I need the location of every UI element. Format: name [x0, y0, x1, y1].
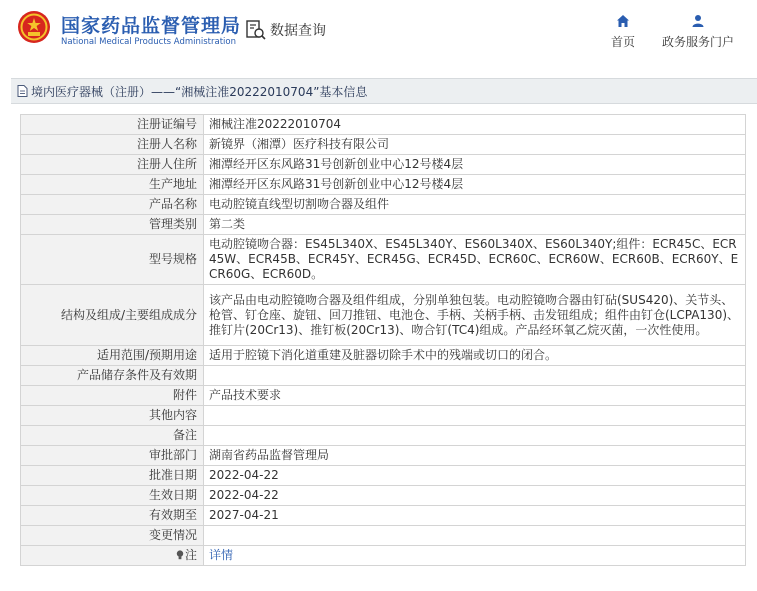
field-value: 2027-04-21: [204, 506, 746, 526]
details-link[interactable]: 详情: [209, 548, 234, 562]
table-row: [21, 115, 746, 135]
breadcrumb: [11, 78, 757, 104]
field-label: 注册人名称: [21, 135, 204, 155]
field-label: 注册证编号: [21, 115, 204, 135]
table-row-note: [21, 546, 746, 566]
field-value: 电动腔镜直线型切割吻合器及组件: [204, 195, 746, 215]
table-row: [21, 426, 746, 446]
table-row: [21, 215, 746, 235]
field-label: 型号规格: [21, 235, 204, 285]
field-label: 批准日期: [21, 466, 204, 486]
field-value: 湘械注准20222010704: [204, 115, 746, 135]
table-row: [21, 486, 746, 506]
field-value: [204, 366, 746, 386]
agency-name-en[interactable]: National Medical Products Administration: [61, 37, 236, 47]
field-label: 备注: [21, 426, 204, 446]
table-row: [21, 346, 746, 366]
field-value: 湘潭经开区东风路31号创新创业中心12号楼4层: [204, 175, 746, 195]
table-row: [21, 175, 746, 195]
table-row: [21, 406, 746, 426]
field-value: [204, 426, 746, 446]
breadcrumb-text: 境内医疗器械（注册）——“湘械注准20222010704”基本信息: [31, 84, 368, 99]
table-row: [21, 285, 746, 346]
field-label: 生效日期: [21, 486, 204, 506]
nav-home[interactable]: [602, 14, 644, 50]
nav-home-label: 首页: [610, 35, 635, 49]
field-value: 产品技术要求: [204, 386, 746, 406]
data-query-link[interactable]: [245, 19, 326, 41]
field-value: 电动腔镜吻合器：ES45L340X、ES45L340Y、ES60L340X、ES60L340Y;组件：ECR45C、ECR45W、ECR45B、ECR45Y、ECR45G、ECR45D、ECR60C、ECR60W、ECR60B、ECR60Y、ECR60G、ECR60D。: [204, 235, 746, 285]
table-row: [21, 135, 746, 155]
field-label-note: [21, 546, 204, 566]
table-row: [21, 446, 746, 466]
note-label: 注: [184, 548, 197, 562]
field-label: 注册人住所: [21, 155, 204, 175]
field-value: 2022-04-22: [204, 486, 746, 506]
field-value: 适用于腔镜下消化道重建及脏器切除手术中的残端或切口的闭合。: [204, 346, 746, 366]
agency-name-cn[interactable]: 国家药品监督管理局: [61, 15, 242, 37]
table-row: [21, 155, 746, 175]
field-value: 湘潭经开区东风路31号创新创业中心12号楼4层: [204, 155, 746, 175]
field-label: 有效期至: [21, 506, 204, 526]
field-label: 产品储存条件及有效期: [21, 366, 204, 386]
field-label: 生产地址: [21, 175, 204, 195]
field-label: 审批部门: [21, 446, 204, 466]
document-icon: [17, 85, 28, 97]
field-label: 其他内容: [21, 406, 204, 426]
field-label: 变更情况: [21, 526, 204, 546]
field-label: 适用范围/预期用途: [21, 346, 204, 366]
table-row: [21, 195, 746, 215]
field-label: 产品名称: [21, 195, 204, 215]
field-label: 管理类别: [21, 215, 204, 235]
user-icon: [691, 14, 705, 28]
table-row: [21, 526, 746, 546]
home-icon: [616, 14, 630, 28]
field-value-note: [204, 546, 746, 566]
field-label: 附件: [21, 386, 204, 406]
field-value: [204, 526, 746, 546]
field-value: 2022-04-22: [204, 466, 746, 486]
registration-detail-table: [20, 114, 746, 566]
table-row: [21, 466, 746, 486]
lightbulb-icon: [176, 550, 184, 560]
field-value: [204, 406, 746, 426]
document-search-icon: [245, 19, 267, 41]
field-value: 湖南省药品监督管理局: [204, 446, 746, 466]
table-row: [21, 386, 746, 406]
nav-service-portal[interactable]: [652, 14, 744, 50]
field-value: 该产品由电动腔镜吻合器及组件组成，分别单独包装。电动腔镜吻合器由钉砧(SUS420)、关节头、枪管、钉仓座、旋钮、回刀推钮、电池仓、手柄、关柄手柄、击发钮组成；组件由钉仓(LCPA130)、推钉片(20Cr13)、推钉板(20Cr13)、吻合钉(TC4)组成。产品经环氧乙烷灭菌，一次性使用。: [204, 285, 746, 346]
data-query-label: 数据查询: [270, 23, 326, 39]
national-emblem-icon: [17, 10, 51, 44]
table-row: [21, 366, 746, 386]
nav-service-portal-label: 政务服务门户: [661, 35, 734, 49]
table-row: [21, 235, 746, 285]
table-row: [21, 506, 746, 526]
field-value: 第二类: [204, 215, 746, 235]
field-value: 新镜界（湘潭）医疗科技有限公司: [204, 135, 746, 155]
field-label: 结构及组成/主要组成成分: [21, 285, 204, 346]
site-header: [0, 0, 757, 66]
